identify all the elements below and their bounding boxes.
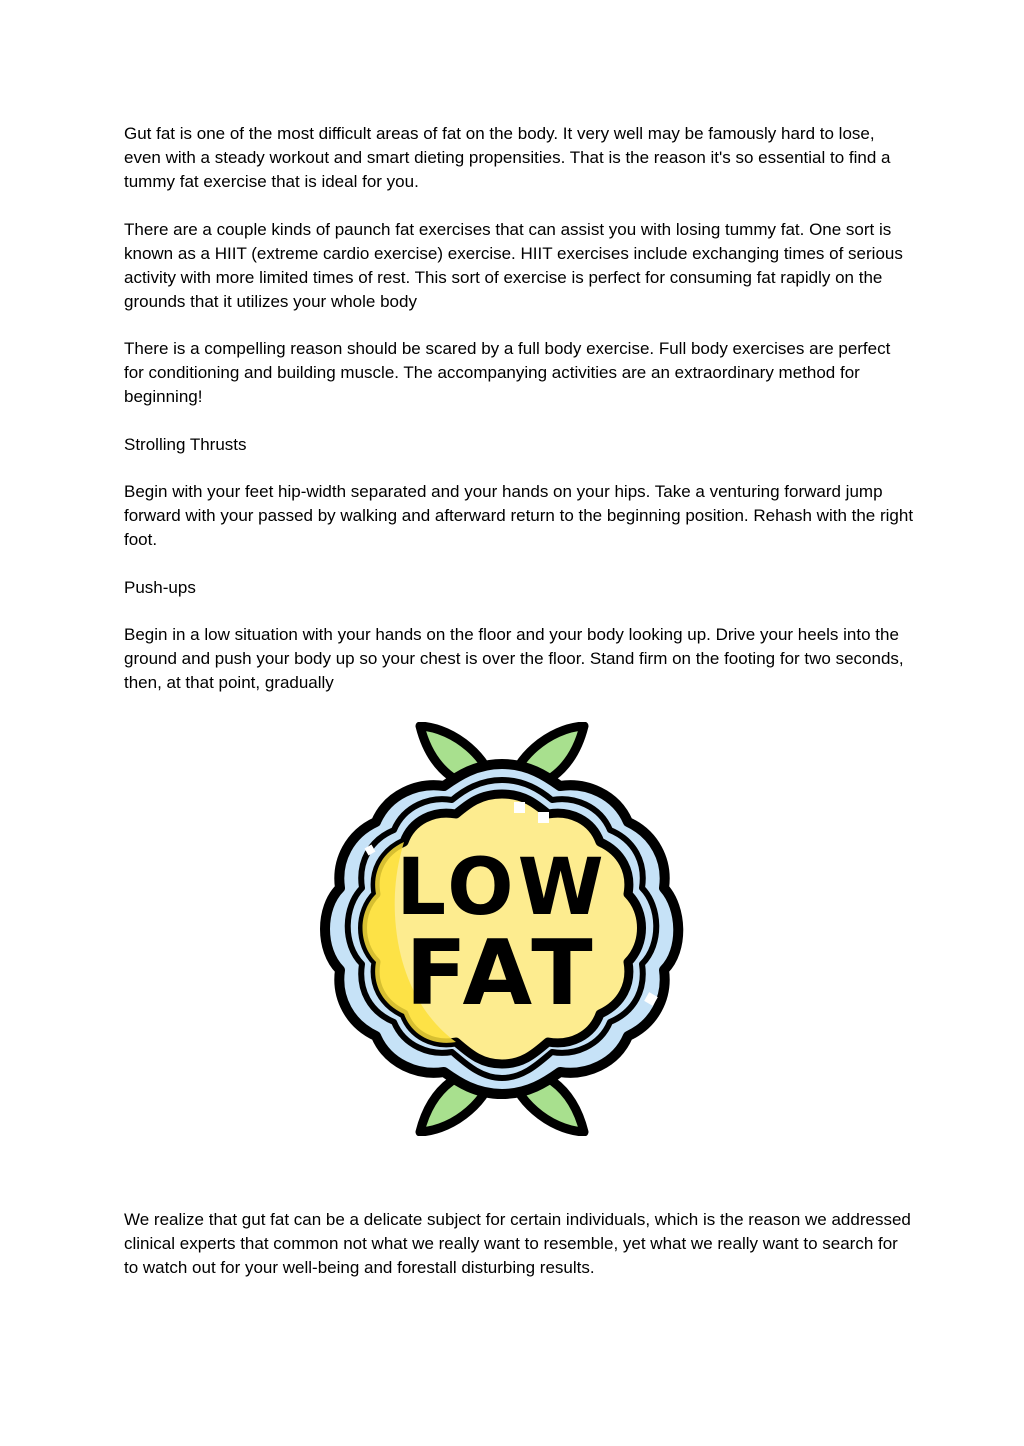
paragraph-strolling-thrusts: Begin with your feet hip-width separated and your hands on your hips. Take a venturing forward jump forward with your passed by walking and afterward return to the beginning position. Rehash with the right foot. xyxy=(124,482,914,549)
low-fat-badge-icon xyxy=(316,722,688,1136)
logo-text-fat: FAT xyxy=(405,921,599,1026)
heading-push-ups: Push-ups xyxy=(124,578,196,597)
logo-text-low: LOW xyxy=(396,843,608,933)
paragraph-hiit: There are a couple kinds of paunch fat exercises that can assist you with losing tummy fat. One sort is known as a HIIT (extreme cardio exercise) exercise. HIIT exercises include exchanging times of serious activity with more limited times of rest. This sort of exercise is perfect for consuming fat rapidly on the grounds that it utilizes your whole body xyxy=(124,220,903,311)
heading-strolling-thrusts: Strolling Thrusts xyxy=(124,435,247,454)
paragraph-full-body: There is a compelling reason should be scared by a full body exercise. Full body exercises are perfect for conditioning and building muscle. The accompanying activities are an extraordinary method for beginning! xyxy=(124,339,891,406)
paragraph-push-ups: Begin in a low situation with your hands on the floor and your body looking up. Drive your heels into the ground and push your body up so your chest is over the floor. Stand firm on the footing for two seconds, then, at that point, gradually xyxy=(124,625,904,692)
paragraph-closing: We realize that gut fat can be a delicate subject for certain individuals, which is the reason we addressed clinical experts that common not what we really want to resemble, yet what we really want to search for to watch out for your well-being and forestall disturbing results. xyxy=(124,1210,911,1277)
paragraph-intro: Gut fat is one of the most difficult areas of fat on the body. It very well may be famously hard to lose, even with a steady workout and smart dieting propensities. That is the reason it's so essential to find a tummy fat exercise that is ideal for you. xyxy=(124,124,891,191)
